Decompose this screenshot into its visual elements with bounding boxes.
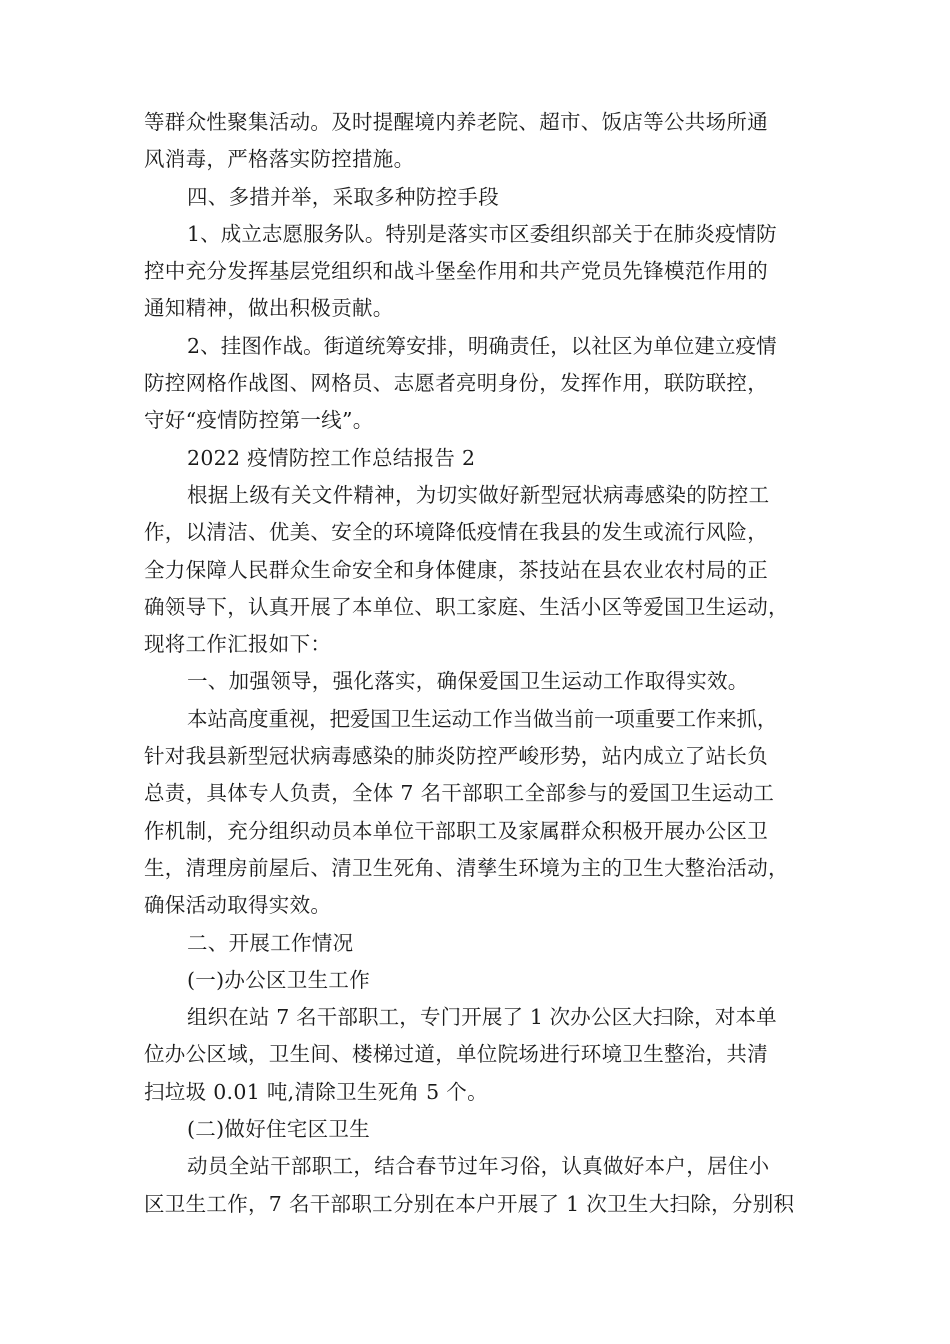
text-line: 扫垃圾 0.01 吨,清除卫生死角 5 个。 <box>144 1079 488 1104</box>
text-line: 等群众性聚集活动。及时提醒境内养老院、超市、饭店等公共场所通 <box>144 110 768 134</box>
text-line: 针对我县新型冠状病毒感染的肺炎防控严峻形势，站内成立了站长负 <box>144 744 768 769</box>
text-line: 控中充分发挥基层党组织和战斗堡垒作用和共产党员先锋模范作用的 <box>144 259 768 284</box>
text-line: 确保活动取得实效。 <box>144 893 332 918</box>
text-line: 风消毒，严格落实防控措施。 <box>144 147 415 172</box>
report-title: 2022 疫情防控工作总结报告 2 <box>187 445 476 470</box>
text-line: 全力保障人民群众生命安全和身体健康，茶技站在县农业农村局的正 <box>144 557 768 582</box>
text-line: 通知精神，做出积极贡献。 <box>144 296 394 321</box>
subsection-heading: (一)办公区卫生工作 <box>187 967 370 992</box>
text-line: 组织在站 7 名干部职工，专门开展了 1 次办公区大扫除，对本单 <box>187 1005 777 1030</box>
text-line: 区卫生工作，7 名干部职工分别在本户开展了 1 次卫生大扫除，分别积 <box>144 1191 795 1216</box>
text-line: 1、成立志愿服务队。特别是落实市区委组织部关于在肺炎疫情防 <box>187 221 777 246</box>
text-line: 根据上级有关文件精神，为切实做好新型冠状病毒感染的防控工 <box>187 482 770 507</box>
text-line: 本站高度重视，把爱国卫生运动工作当做当前一项重要工作来抓， <box>187 706 778 731</box>
text-line: 防控网格作战图、网格员、志愿者亮明身份，发挥作用，联防联控， <box>144 371 768 396</box>
text-line: 作机制，充分组织动员本单位干部职工及家属群众积极开展办公区卫 <box>144 818 768 843</box>
text-line: 作，以清洁、优美、安全的环境降低疫情在我县的发生或流行风险， <box>144 520 768 545</box>
text-line: 确领导下，认真开展了本单位、职工家庭、生活小区等爱国卫生运动， <box>144 594 789 619</box>
section-heading: 二、开展工作情况 <box>187 930 354 955</box>
text-line: 总责，具体专人负责，全体 7 名干部职工全部参与的爱国卫生运动工 <box>144 781 775 806</box>
subsection-heading: (二)做好住宅区卫生 <box>187 1117 370 1142</box>
text-line: 位办公区域，卫生间、楼梯过道，单位院场进行环境卫生整治，共清 <box>144 1042 768 1067</box>
text-line: 守好“疫情防控第一线”。 <box>144 408 374 433</box>
section-heading: 四、多措并举，采取多种防控手段 <box>187 184 499 209</box>
text-line: 现将工作汇报如下： <box>144 632 332 657</box>
document-body <box>144 104 820 1223</box>
text-line: 动员全站干部职工，结合春节过年习俗，认真做好本户，居住小 <box>187 1154 770 1179</box>
text-line: 生，清理房前屋后、清卫生死角、清孳生环境为主的卫生大整治活动， <box>144 855 789 880</box>
section-heading: 一、加强领导，强化落实，确保爱国卫生运动工作取得实效。 <box>187 669 749 694</box>
text-line: 2、挂图作战。街道统筹安排，明确责任，以社区为单位建立疫情 <box>187 333 777 358</box>
